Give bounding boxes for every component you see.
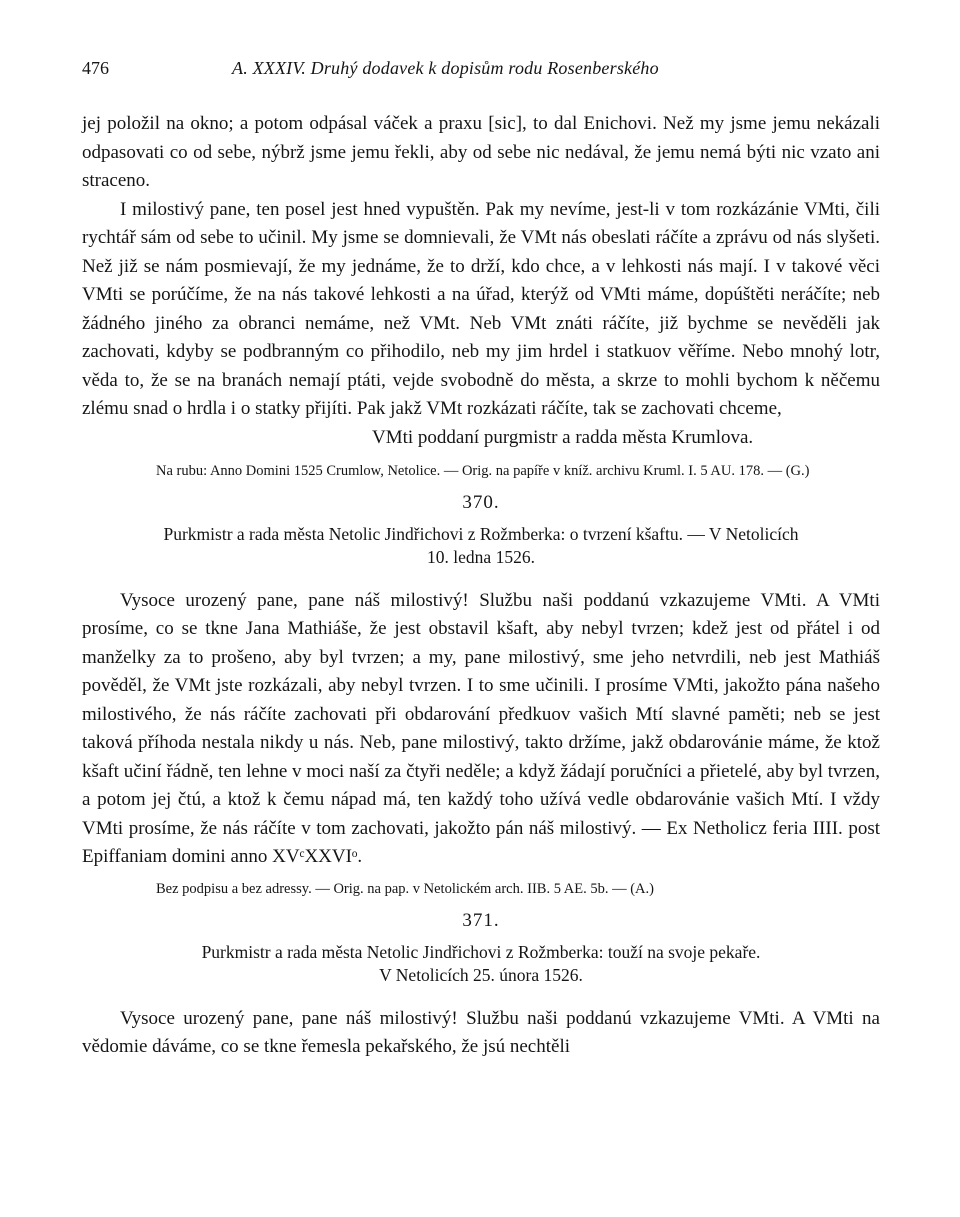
page-header — [82, 58, 880, 92]
doc369-note: Na rubu: Anno Domini 1525 Crumlow, Netolice. — Orig. na papíře v kníž. archivu Kruml. I. 5 AU. 178. — (G.) — [156, 462, 810, 479]
doc369-signature: VMti poddaní purgmistr a radda města Krumlova. — [372, 426, 754, 448]
doc370-note: Bez podpisu a bez adressy. — Orig. na pap. v Netolickém arch. IIB. 5 AE. 5b. — (A.) — [156, 880, 654, 897]
doc371-paragraph: Vysoce urozený pane, pane náš milostivý! Službu naši poddanú vzkazujeme VMti. A VMti na vědomie dáváme, co se tkne řemesla pekařského, že jsú nechtěli — [82, 1007, 880, 1057]
doc370-number: 370. — [462, 491, 500, 513]
doc369-paragraph-1: jej položil na okno; a potom odpásal váček a praxu [sic], to dal Enichovi. Než my jsme jemu nekázali odpasovati co od sebe, nýbrž jsme jemu řekli, aby od sebe nic nedával, že jemu nemá býti nic vzato ani straceno. — [82, 113, 880, 191]
page-number: 476 — [82, 58, 109, 78]
doc370-paragraph: Vysoce urozený pane, pane náš milostivý! Službu naši poddanú vzkazujeme VMti. A VMti prosíme, co se tkne Jana Mathiáše, že jest obstavil kšaft, aby nebyl tvrzen; kdež jest od přátel i od manželky za to prošeno, aby byl tvrzen; a my, pane milostivý, sme jeho netvrdili, neb jest Mathiáš pověděl, že VMt jste rozkázali, aby nebyl tvrzen. I to sme učinili. I prosíme VMti, jakožto pána našeho milostivého, že nás ráčíte zachovati při obdarování předkuov vašich Mtí slavné paměti; neb se jest taková příhoda nestala nikdy u nás. Neb, pane milostivý, takto držíme, jakž obdarovánie máme, že ktož kšaft učiní řádně, ten lehne v moci naší za čtyři neděle; a když žádají poručníci a přietelé, aby byl tvrzen, a potom jej čtú, a ktož k čemu nápad má, ten každý toho užívá vedle obdarovánie vašich Mtí. I vždy VMti prosíme, že nás ráčíte v tom zachovati, jakožto pán náš milostivý. — Ex Netholicz feria IIII. post Epiffaniam domini anno XVᶜXXVIᵒ. — [82, 589, 880, 867]
doc371-number: 371. — [462, 909, 500, 931]
doc370-title-line-1: Purkmistr a rada města Netolic Jindřichovi z Rožmberka: o tvrzení kšaftu. — V Netolicích — [163, 523, 799, 544]
doc369-paragraph-2: I milostivý pane, ten posel jest hned vypuštěn. Pak my nevíme, jest-li v tom rozkázánie VMti, čili rychtář sám od sebe to učinil. My jsme se domnievali, že VMt nás obeslati ráčíte a zprávu od nás slyšeti. Než již se nám posmievají, že my jednáme, že to drží, kdo chce, a v lehkosti nás mají. I v takové věci VMti se porúčíme, že na nás takové lehkosti a na úřad, kterýž od VMti máme, dopúštěti neráčíte; neb žádného jiného za obranci nemáme, než VMt. Neb VMt znáti ráčíte, již bychme se nevěděli jak zachovati, kdyby se podbranným co přihodilo, neb my jim hrdel i statkuov věříme. Nebo mnohý lotr, věda to, že se na branách nemají ptáti, vejde svobodně do města, a skrze to mohli bychom k něčemu zlému snad o hrdla i o statky přijíti. Pak jakž VMt rozkázati ráčíte, tak se zachovati chceme, — [82, 198, 880, 419]
doc371-title-line-2: V Netolicích 25. února 1526. — [379, 964, 583, 985]
doc371-title-line-1: Purkmistr a rada města Netolic Jindřichovi z Rožmberka: touží na svoje pekaře. — [201, 941, 761, 962]
running-head: A. XXXIV. Druhý dodavek k dopisům rodu Rosenberského — [232, 58, 659, 78]
doc370-title — [82, 523, 880, 569]
doc371-title — [82, 941, 880, 987]
doc370-title-line-2: 10. ledna 1526. — [427, 546, 535, 567]
